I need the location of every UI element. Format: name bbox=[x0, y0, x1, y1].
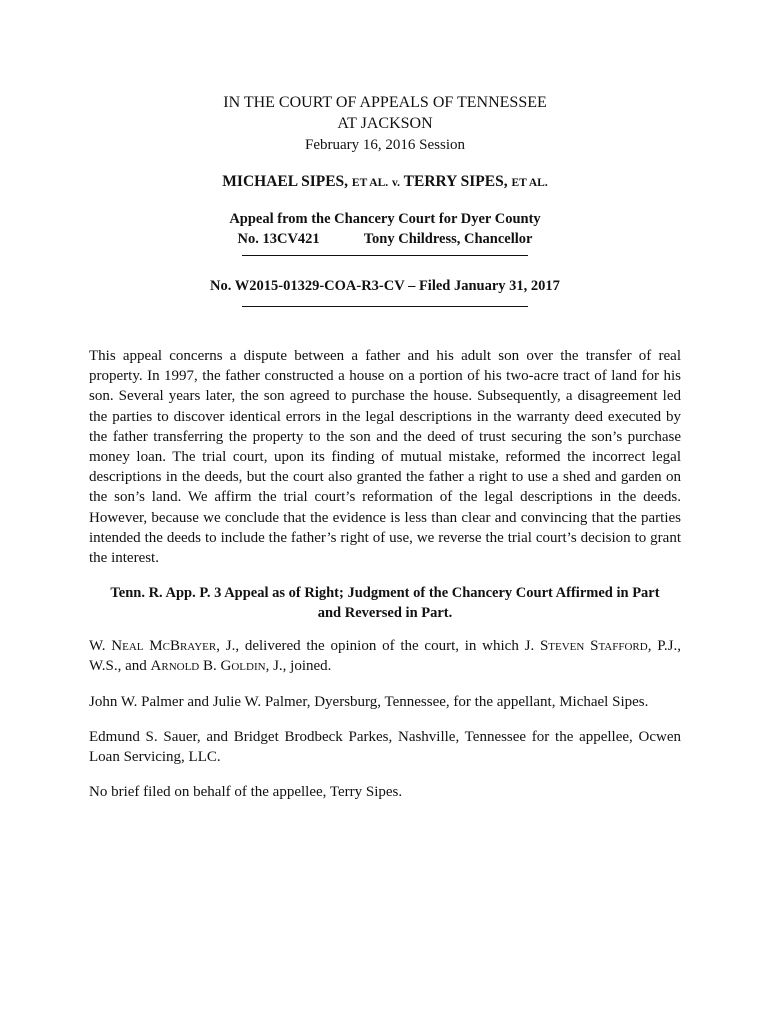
author-name: W. Neal McBrayer bbox=[89, 638, 217, 655]
holding: Tenn. R. App. P. 3 Appeal as of Right; Judgment of the Chancery Court Affirmed in Part and Reversed in Part. bbox=[110, 585, 660, 622]
judge2-suffix: , P.J., W.S., and bbox=[89, 638, 681, 675]
court-name: IN THE COURT OF APPEALS OF TENNESSEE bbox=[223, 94, 547, 111]
plaintiff-name: MICHAEL SIPES, bbox=[222, 173, 349, 190]
plaintiff-et-al: ET AL. bbox=[351, 177, 389, 189]
judge3-suffix: , J., joined. bbox=[265, 658, 332, 675]
court-heading bbox=[89, 92, 681, 134]
appeal-from: Appeal from the Chancery Court for Dyer County bbox=[229, 211, 541, 227]
divider-line bbox=[242, 306, 528, 307]
defendant-et-al: ET AL. bbox=[511, 177, 548, 189]
no-brief-note: No brief filed on behalf of the appellee, Terry Sipes. bbox=[89, 784, 403, 801]
court-location: AT JACKSON bbox=[337, 115, 433, 132]
versus: v. bbox=[392, 177, 401, 189]
case-caption bbox=[89, 172, 681, 193]
appeal-info bbox=[89, 209, 681, 249]
chancellor: Tony Childress, Chancellor bbox=[363, 231, 533, 247]
summary-paragraph: This appeal concerns a dispute between a father and his adult son over the transfer of real property. In 1997, the father constructed a house on a portion of his two-acre tract of land for his son. Several years later, the son agreed to purchase the house. Subsequently, a disagreement led the parties to discover identical errors in the legal descriptions in the warranty deed executed by the father transferring the property to the son and the deed of trust securing the son’s purchase money loan. The trial court, upon its finding of mutual mistake, reformed the incorrect legal descriptions in the deeds, but the court also granted the father a right to use a shed and garden on the son’s land. We affirm the trial court’s reformation of the legal descriptions in the deeds. However, because we conclude that the evidence is less than clear and convincing that the parties intended the deeds to include the father’s right of use, we reverse the trial court’s decision to grant the interest. bbox=[89, 348, 681, 567]
docket-number: No. W2015-01329-COA-R3-CV – Filed January 31, 2017 bbox=[210, 278, 560, 294]
defendant-name: TERRY SIPES, bbox=[403, 173, 508, 190]
session-date: February 16, 2016 Session bbox=[305, 137, 465, 153]
judge-stafford: J. Steven Stafford bbox=[524, 638, 648, 655]
judge-goldin: Arnold B. Goldin bbox=[150, 658, 266, 675]
divider-line bbox=[242, 255, 528, 256]
lower-case-number: No. 13CV421 bbox=[237, 231, 320, 247]
opinion-body bbox=[89, 92, 681, 817]
appellee-counsel: Edmund S. Sauer, and Bridget Brodbeck Parkes, Nashville, Tennessee for the appellee, Ocwen Loan Servicing, LLC. bbox=[89, 728, 681, 766]
author-suffix: , J., delivered the opinion of the court, in which bbox=[216, 638, 525, 655]
appeal-case-line bbox=[89, 229, 681, 249]
opinion-author-paragraph bbox=[89, 636, 681, 676]
appellant-counsel: John W. Palmer and Julie W. Palmer, Dyersburg, Tennessee, for the appellant, Michael Sipes. bbox=[89, 693, 649, 710]
